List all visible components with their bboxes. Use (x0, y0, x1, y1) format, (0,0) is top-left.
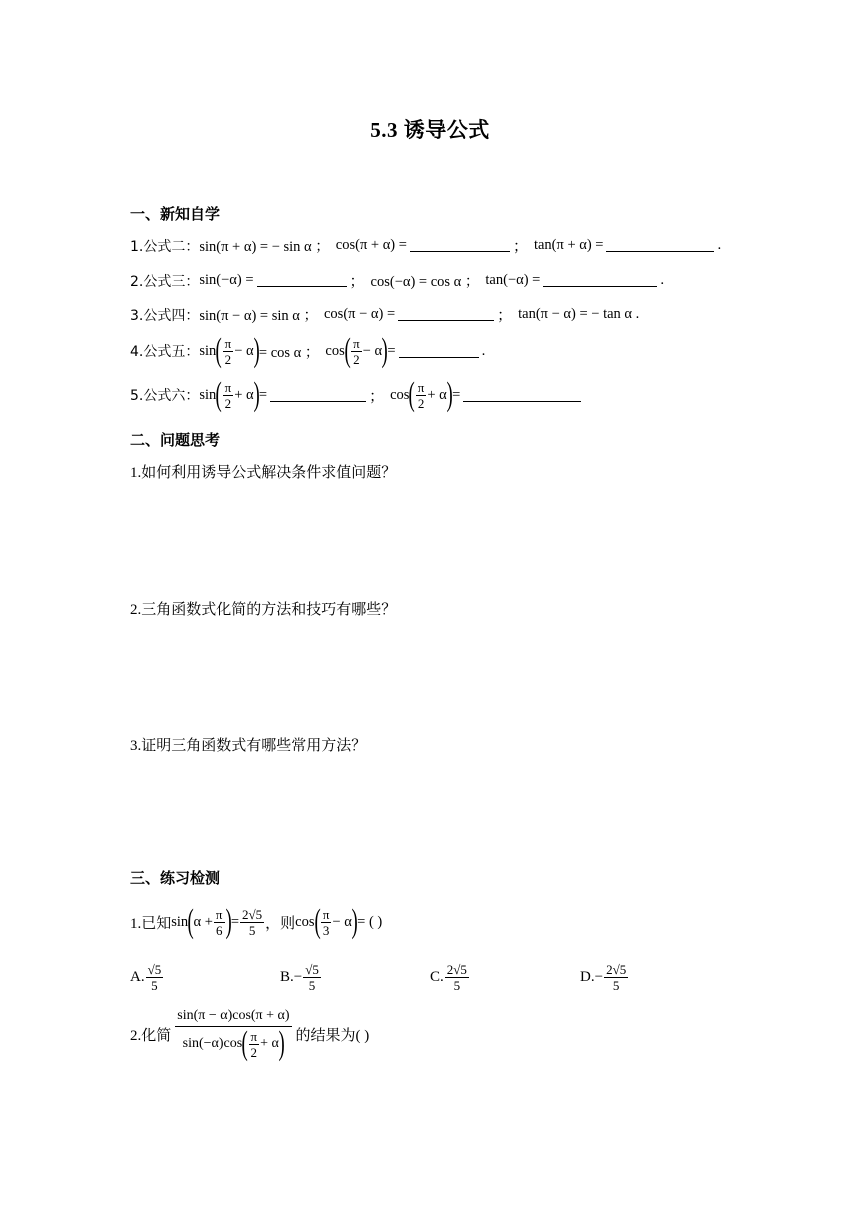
formula-text: tan(π + α) = (533, 237, 604, 253)
exercise-prefix: 1.已知 (130, 915, 172, 932)
option-c[interactable]: C. $\frac{2√5}{5}$ (430, 962, 467, 993)
period: . (660, 272, 665, 288)
option-label: C. (430, 969, 444, 985)
formula-text: cos(−α) = cos α ； (370, 274, 480, 290)
formula-text: tan(−α) = (485, 272, 541, 288)
answer-blank[interactable] (543, 274, 657, 287)
formula-label: 4.公式五： (130, 344, 200, 360)
answer-blank[interactable] (399, 345, 479, 358)
page-title: 5.3 诱导公式 (370, 118, 490, 142)
formula-label: 1.公式二： (130, 238, 200, 255)
option-a[interactable]: A. $\frac{√5}{5}$ (130, 962, 162, 993)
formula-label: 5.公式六： (130, 388, 200, 404)
formula-label: 2.公式三： (130, 273, 200, 290)
option-label: A. (130, 969, 145, 985)
formula-label: 3.公式四： (130, 307, 200, 324)
formula-line-1 (130, 235, 721, 256)
answer-blank[interactable] (463, 389, 581, 402)
answer-blank[interactable] (270, 389, 366, 402)
question-1: 1.如何利用诱导公式解决条件求值问题？ (130, 465, 397, 481)
exercise-1: 1.已知 sin ( α + $\frac{\pi}{6}$ ) = $\frac{2√5}{5}$ ，则 cos ( $\frac{\pi}{3}$ − α ) = ( ) (130, 903, 383, 940)
answer-blank[interactable] (606, 239, 714, 252)
separator: ； (369, 388, 385, 405)
period: . (481, 342, 486, 359)
formula-text: cos(π − α) = (323, 306, 396, 322)
exercise-suffix: 的结果为( ) (295, 1028, 370, 1044)
answer-blank[interactable] (410, 239, 510, 252)
exercise-prefix: 2.化简 (130, 1028, 172, 1044)
formula-text: sin(−α) = (199, 272, 254, 288)
formula-text: cos(π + α) = (335, 237, 407, 253)
section-heading-1: 一、新知自学 (130, 205, 221, 223)
answer-blank[interactable] (257, 274, 347, 287)
option-d[interactable]: D. − $\frac{2√5}{5}$ (580, 962, 627, 993)
formula-text: sin(π − α) = sin α ； (199, 308, 318, 324)
exercise-mid: ，则 (265, 915, 296, 932)
exercise-2: 2.化简 sin(π − α)cos(π + α) sin(−α)cos ( $\frac{\pi}{2}$ + α ) 的结果为( ) (130, 1008, 370, 1062)
formula-text: tan(π − α) = − tan α . (518, 306, 640, 322)
separator: ； (497, 308, 513, 324)
exercise-end: = ( ) (357, 913, 383, 930)
question-3: 3.证明三角函数式有哪些常用方法？ (130, 738, 367, 754)
formula-line-4: 4.公式五： sin ( $\frac{\pi}{2}$ − α ) = cos α ； cos ( $\frac{\pi}{2}$ − α ) = . (130, 332, 486, 369)
formula-text: sin(π + α) = − sin α ； (199, 239, 330, 255)
period: . (717, 237, 722, 253)
formula-line-3 (130, 304, 639, 325)
option-b[interactable]: B. − $\frac{√5}{5}$ (280, 962, 319, 993)
section-heading-3: 三、练习检测 (130, 869, 221, 887)
answer-blank[interactable] (398, 308, 494, 321)
formula-line-5: 5.公式六： sin ( $\frac{\pi}{2}$ + α ) = ； cos ( $\frac{\pi}{2}$ + α ) = (130, 378, 584, 412)
separator: ； (349, 274, 365, 290)
question-2: 2.三角函数式化简的方法和技巧有哪些？ (130, 602, 397, 618)
formula-line-2 (130, 270, 664, 291)
option-label: D. (580, 969, 595, 985)
option-label: B. (280, 969, 294, 985)
section-heading-2: 二、问题思考 (130, 431, 221, 449)
separator: ； (512, 239, 528, 255)
